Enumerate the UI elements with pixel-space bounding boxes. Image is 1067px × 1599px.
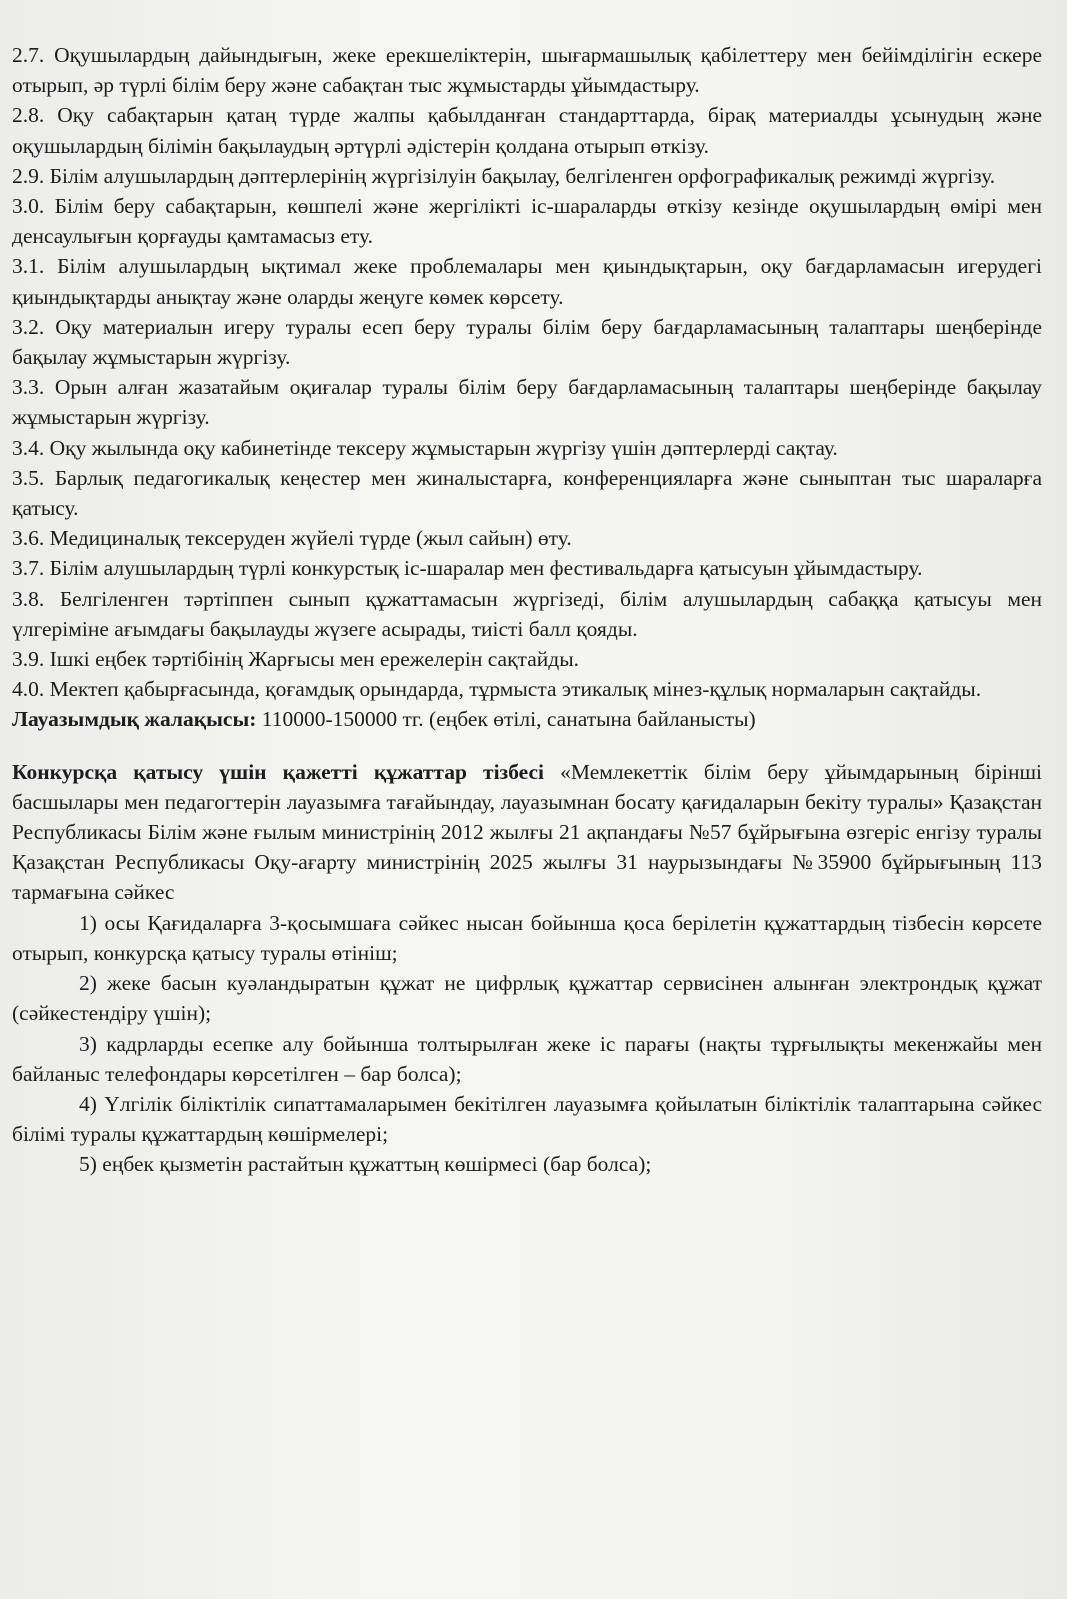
- documents-intro: [12, 757, 1042, 908]
- item-text: Оқушылардың дайындығын, жеке ерекшеліктерін, шығармашылық қабілеттеру мен бейімділігін ескере отырып, әр түрлі білім беру және сабақтан тыс жұмыстарды ұйымдастыру.: [12, 43, 1042, 98]
- duty-item-3-4: [12, 433, 1042, 463]
- item-text: Мектеп қабырғасында, қоғамдық орындарда, тұрмыста этикалық мінез-құлық нормаларын сақтайды.: [49, 677, 982, 702]
- item-number: 2.8.: [12, 103, 45, 128]
- documents-list-item: 2) жеке басын куәландыратын құжат не цифрлық құжаттар сервисінен алынған электрондық құжат (сәйкестендіру үшін);: [12, 971, 1042, 1026]
- documents-list-item: 5) еңбек қызметін растайтын құжаттың көшірмесі (бар болса);: [79, 1152, 652, 1177]
- item-text: Оқу сабақтарын қатаң түрде жалпы қабылданған стандарттарда, бірақ материалды ұсынудың және оқушылардың білімін бақылаудың әртүрлі әдістерін қолдана отырып өткізу.: [12, 103, 1042, 158]
- item-text: Медициналық тексеруден жүйелі түрде (жыл сайын) өту.: [49, 526, 572, 551]
- item-number: 3.4.: [12, 435, 45, 460]
- duty-item-3-7: [12, 553, 1042, 583]
- documents-list-item: 4) Үлгілік біліктілік сипаттамаларымен бекітілген лауазымға қойылатын біліктілік талаптарына сәйкес білімі туралы құжаттардың көшірмелері;: [12, 1091, 1042, 1147]
- item-number: 3.8.: [12, 586, 45, 611]
- item-text: Барлық педагогикалық кеңестер мен жиналыстарға, конференцияларға және сыныптан тыс шараларға қатысу.: [12, 465, 1042, 521]
- duty-item-3-0: [12, 191, 1042, 251]
- item-text: Ішкі еңбек тәртібінің Жарғысы мен ережелерін сақтайды.: [49, 647, 580, 672]
- documents-list-item: 1) осы Қағидаларға 3-қосымшаға сәйкес нысан бойынша қоса берілетін құжаттардың тізбесін көрсете отырып, конкурсқа қатысу туралы өтініш;: [12, 910, 1042, 965]
- item-text: Білім алушылардың дәптерлерінің жүргізілуін бақылау, белгіленген орфографикалық режимді жүргізу.: [49, 163, 996, 188]
- document-body: [12, 40, 1042, 1180]
- duty-item-3-2: [12, 312, 1042, 372]
- item-number: 2.9.: [12, 163, 45, 188]
- documents-list-item: 3) кадрларды есепке алу бойынша толтырылған жеке іс парағы (нақты тұрғылықты мекенжайы мен байланыс телефондары көрсетілген – бар болса);: [12, 1031, 1042, 1086]
- salary-value: 110000-150000 тг. (еңбек өтілі, санатына байланысты): [261, 707, 756, 732]
- item-number: 3.3.: [12, 375, 45, 400]
- item-number: 2.7.: [12, 43, 45, 67]
- item-text: Оқу материалын игеру туралы есеп беру туралы білім беру бағдарламасының талаптары шеңберінде бақылау жұмыстарын жүргізу.: [12, 314, 1042, 370]
- item-number: 3.0.: [12, 194, 45, 219]
- item-number: 3.5.: [12, 465, 45, 490]
- duty-item-4-0: [12, 674, 1042, 704]
- duty-item-3-9: [12, 644, 1042, 674]
- item-number: 3.7.: [12, 556, 45, 581]
- item-number: 3.1.: [12, 254, 45, 279]
- item-text: Орын алған жазатайым оқиғалар туралы білім беру бағдарламасының талаптары шеңберінде бақылау жұмыстарын жүргізу.: [12, 375, 1043, 430]
- documents-heading: Конкурсқа қатысу үшін қажетті құжаттар тізбесі: [12, 759, 544, 784]
- item-number: 3.2.: [12, 314, 45, 339]
- salary-line: [12, 704, 1042, 734]
- duty-item-3-1: [12, 251, 1042, 311]
- item-text: Білім алушылардың түрлі конкурстық іс-шаралар мен фестивальдарға қатысуын ұйымдастыру.: [49, 556, 923, 581]
- duty-item-3-5: [12, 463, 1042, 523]
- duty-item-2-9: [12, 161, 1042, 191]
- duty-item-2-8: [12, 100, 1042, 160]
- item-text: Білім алушылардың ықтимал жеке проблемалары мен қиындықтарын, оқу бағдарламасын игерудегі қиындықтарды анықтау және оларды жеңуге көмек көрсету.: [12, 254, 1043, 309]
- salary-label: Лауазымдық жалақысы:: [12, 707, 257, 732]
- item-number: 3.9.: [12, 647, 45, 672]
- item-number: 4.0.: [12, 677, 45, 702]
- item-number: 3.6.: [12, 526, 45, 551]
- item-text: Белгіленген тәртіппен сынып құжаттамасын жүргізеді, білім алушылардың сабаққа қатысуы мен үлгеріміне ағымдағы бақылауды жүзеге асырады, тиісті балл қояды.: [12, 586, 1043, 641]
- documents-intro-text: «Мемлекеттік білім беру ұйымдарының бірінші басшылары мен педагогтерін лауазымға тағайындау, лауазымнан босату қағидаларын бекіту туралы» Қазақстан Республикасы Білім және ғылым министрінің 2012 жылғы 21 ақпандағы №57 бұйрығына өзгеріс енгізу туралы Қазақстан Республикасы Оқу-ағарту министрінің 2025 жылғы 31 наурызындағы №35900 бұйрығының 113 тармағына сәйкес: [12, 759, 1042, 905]
- item-text: Оқу жылында оқу кабинетінде тексеру жұмыстарын жүргізу үшін дәптерлерді сақтау.: [49, 435, 838, 460]
- duty-item-3-6: [12, 523, 1042, 553]
- duty-item-3-8: [12, 584, 1042, 644]
- item-text: Білім беру сабақтарын, көшпелі және жергілікті іс-шараларды өткізу кезінде оқушылардың өмірі мен денсаулығын қорғауды қамтамасыз ету.: [12, 194, 1042, 249]
- duty-item-2-7: [12, 40, 1042, 100]
- duty-item-3-3: [12, 372, 1042, 432]
